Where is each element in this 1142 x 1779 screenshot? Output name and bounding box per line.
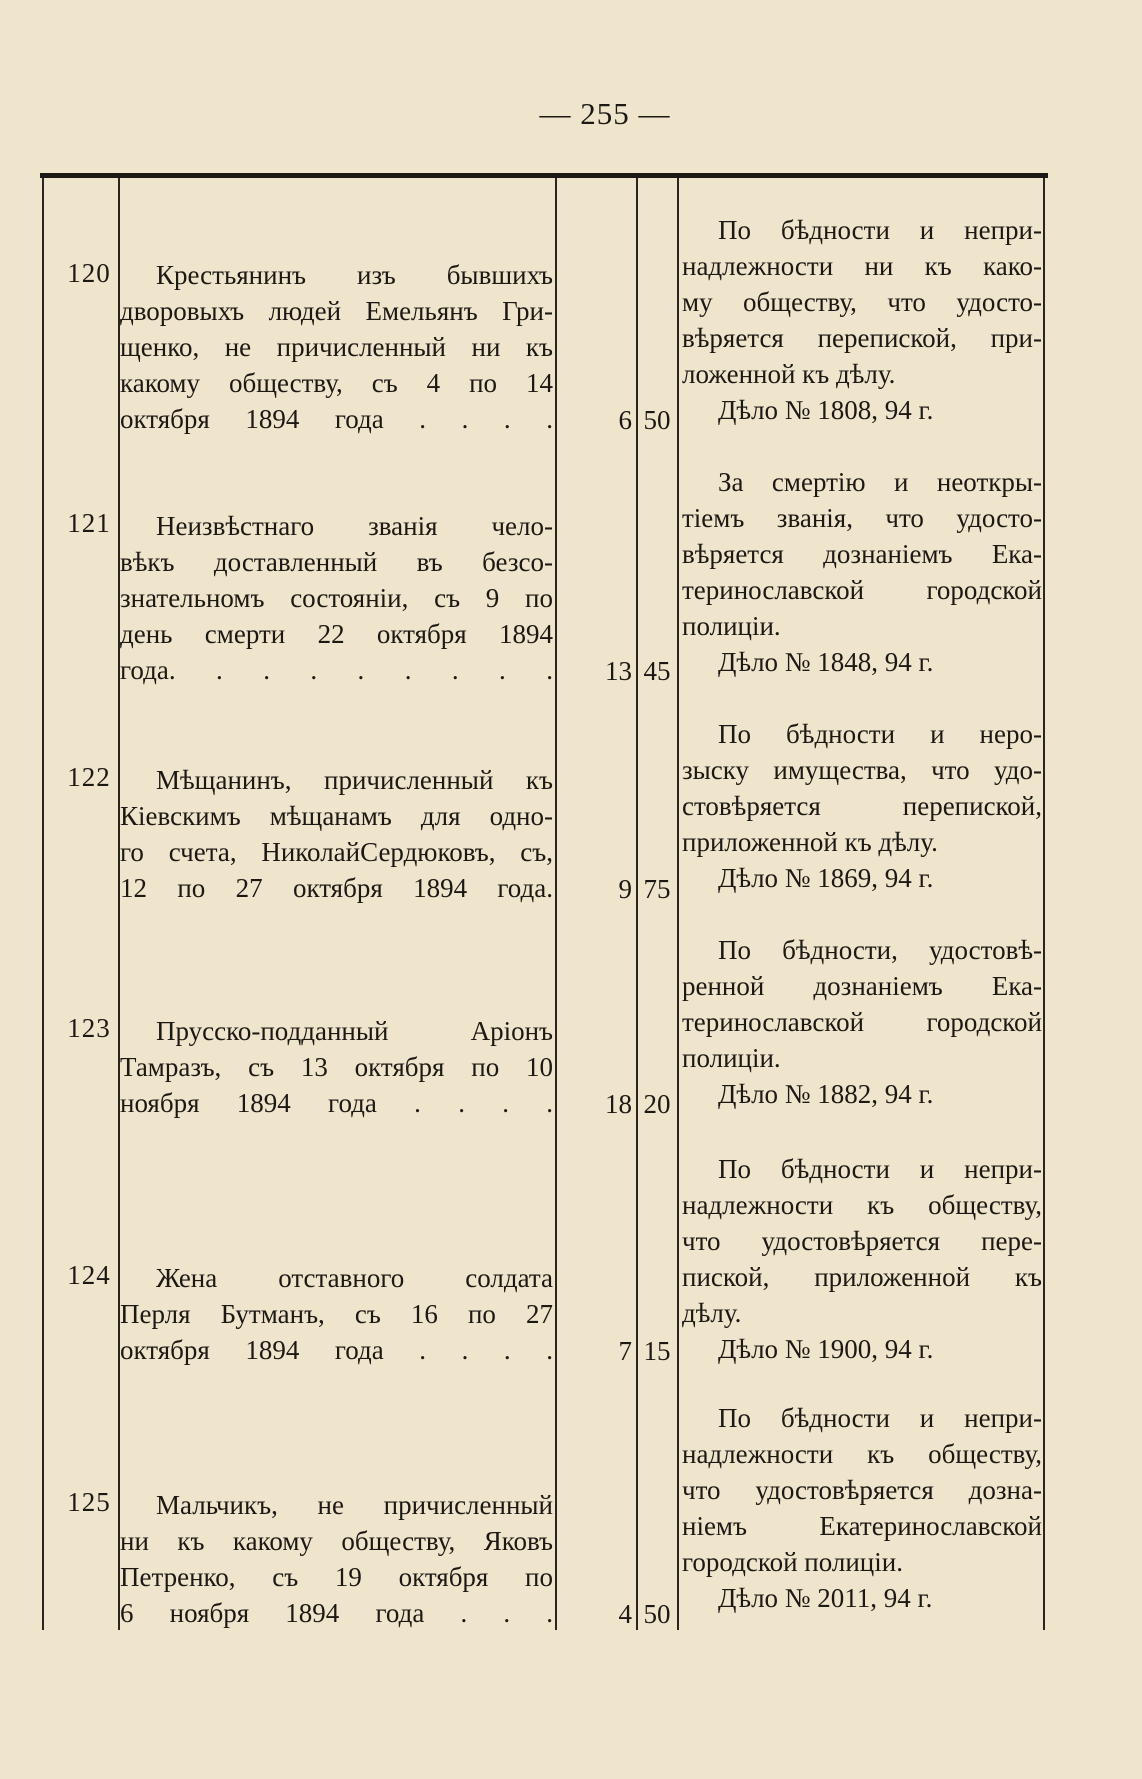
entry-description: [120, 257, 553, 437]
text-line: Петренко, съ 19 октября по: [120, 1562, 553, 1592]
text-line: Прусско-подданный Аріонъ: [156, 1016, 553, 1046]
amount-kopecks: 50: [643, 405, 671, 435]
text-line: какому обществу, съ 4 по 14: [120, 368, 553, 398]
text-line: надлежности ни къ како-: [682, 251, 1042, 281]
text-line: года. . . . . . . . .: [120, 655, 553, 685]
case-reference: Дѣло № 1848, 94 г.: [718, 647, 934, 677]
amount-rubles: 4: [618, 1599, 632, 1629]
entry-number: 123: [67, 1013, 111, 1043]
text-line: По бѣдности и неро-: [718, 719, 1042, 749]
text-line: Тамразъ, съ 13 октября по 10: [120, 1052, 553, 1082]
text-line: надлежности къ обществу,: [682, 1190, 1042, 1220]
text-line: 6 ноября 1894 года . . .: [120, 1598, 553, 1628]
column-rule-desc: [555, 178, 557, 1630]
text-line: Перля Бутманъ, съ 16 по 27: [120, 1299, 553, 1329]
text-line: Кіевскимъ мѣщанамъ для одно-: [120, 801, 553, 831]
amount-rubles: 6: [618, 405, 632, 435]
text-line: По бѣдности, удостовѣ-: [718, 935, 1042, 965]
text-line: ренной дознаніемъ Ека-: [682, 971, 1042, 1001]
text-line: По бѣдности и непри-: [718, 215, 1042, 245]
entry-description: [120, 1260, 553, 1368]
entry-description: [120, 508, 553, 688]
text-line: зыску имущества, что удо-: [682, 755, 1042, 785]
text-line: пиской, приложенной къ: [682, 1262, 1042, 1292]
entry-reason: [682, 1400, 1042, 1580]
text-line: щенко, не причисленный ни къ: [120, 332, 553, 362]
text-line: Неизвѣстнаго званія чело-: [156, 511, 553, 541]
text-line: надлежности къ обществу,: [682, 1439, 1042, 1469]
entry-description: [120, 762, 553, 906]
amount-kopecks: 45: [643, 656, 671, 686]
text-line: Мѣщанинъ, причисленный къ: [156, 765, 553, 795]
case-reference: Дѣло № 1869, 94 г.: [718, 863, 934, 893]
text-line: что удостовѣряется дозна-: [682, 1475, 1042, 1505]
text-line: По бѣдности и непри-: [718, 1403, 1042, 1433]
text-line: Крестьянинъ изъ бывшихъ: [156, 260, 553, 290]
entry-reason: [682, 464, 1042, 644]
text-line: Мальчикъ, не причисленный: [156, 1490, 553, 1520]
text-line: вѣряется дознаніемъ Ека-: [682, 539, 1042, 569]
amount-kopecks: 15: [643, 1336, 671, 1366]
text-line: ніемъ Екатеринославской: [682, 1511, 1042, 1541]
column-rule-kop: [677, 178, 679, 1630]
text-line: го счета, НиколайСердюковъ, съ,: [120, 837, 553, 867]
text-line: По бѣдности и непри-: [718, 1154, 1042, 1184]
entry-reason: [682, 932, 1042, 1076]
text-line: вѣкъ доставленный въ безсо-: [120, 547, 553, 577]
top-rule: [40, 173, 1048, 178]
text-line: дворовыхъ людей Емельянъ Гри-: [120, 296, 553, 326]
text-line: стовѣряется перепиской,: [682, 791, 1042, 821]
entry-number: 122: [67, 762, 111, 792]
text-line: му обществу, что удосто-: [682, 287, 1042, 317]
entry-number: 124: [67, 1260, 111, 1290]
text-line: день смерти 22 октября 1894: [120, 619, 553, 649]
text-line: тіемъ званія, что удосто-: [682, 503, 1042, 533]
text-line: дѣлу.: [682, 1298, 742, 1328]
entry-reason: [682, 716, 1042, 860]
amount-rubles: 9: [618, 874, 632, 904]
amount-rubles: 13: [605, 656, 632, 686]
entry-number: 120: [67, 258, 111, 288]
amount-kopecks: 20: [643, 1089, 671, 1119]
amount-rubles: 7: [618, 1336, 632, 1366]
page-number: — 255 —: [539, 96, 671, 131]
case-reference: Дѣло № 1882, 94 г.: [718, 1079, 934, 1109]
text-line: ни къ какому обществу, Яковъ: [120, 1526, 553, 1556]
amount-rubles: 18: [605, 1089, 632, 1119]
text-line: знательномъ состояніи, съ 9 по: [120, 583, 553, 613]
text-line: За смертію и неоткры-: [718, 467, 1042, 497]
entry-number: 125: [67, 1487, 111, 1517]
entry-reason: [682, 1151, 1042, 1331]
text-line: октября 1894 года . . . .: [120, 404, 553, 434]
text-line: ноября 1894 года . . . .: [120, 1088, 553, 1118]
text-line: теринославской городской: [682, 575, 1042, 605]
text-line: Жена отставного солдата: [156, 1263, 553, 1293]
entry-reason: [682, 212, 1042, 392]
text-line: что удостовѣряется пере-: [682, 1226, 1042, 1256]
column-rule-right: [1043, 178, 1045, 1630]
amount-kopecks: 75: [643, 874, 671, 904]
entry-description: [120, 1013, 553, 1121]
text-line: вѣряется перепиской, при-: [682, 323, 1042, 353]
text-line: ложенной къ дѣлу.: [682, 359, 896, 389]
column-rule-left: [42, 178, 44, 1630]
entry-number: 121: [67, 508, 111, 538]
case-reference: Дѣло № 1900, 94 г.: [718, 1334, 934, 1364]
text-line: октября 1894 года . . . .: [120, 1335, 553, 1365]
entry-description: [120, 1487, 553, 1631]
text-line: полиціи.: [682, 611, 781, 641]
text-line: 12 по 27 октября 1894 года.: [120, 873, 553, 903]
amount-kopecks: 50: [643, 1599, 671, 1629]
text-line: теринославской городской: [682, 1007, 1042, 1037]
case-reference: Дѣло № 1808, 94 г.: [718, 395, 934, 425]
text-line: полиціи.: [682, 1043, 781, 1073]
text-line: приложенной къ дѣлу.: [682, 827, 938, 857]
case-reference: Дѣло № 2011, 94 г.: [718, 1583, 933, 1613]
text-line: городской полиціи.: [682, 1547, 903, 1577]
